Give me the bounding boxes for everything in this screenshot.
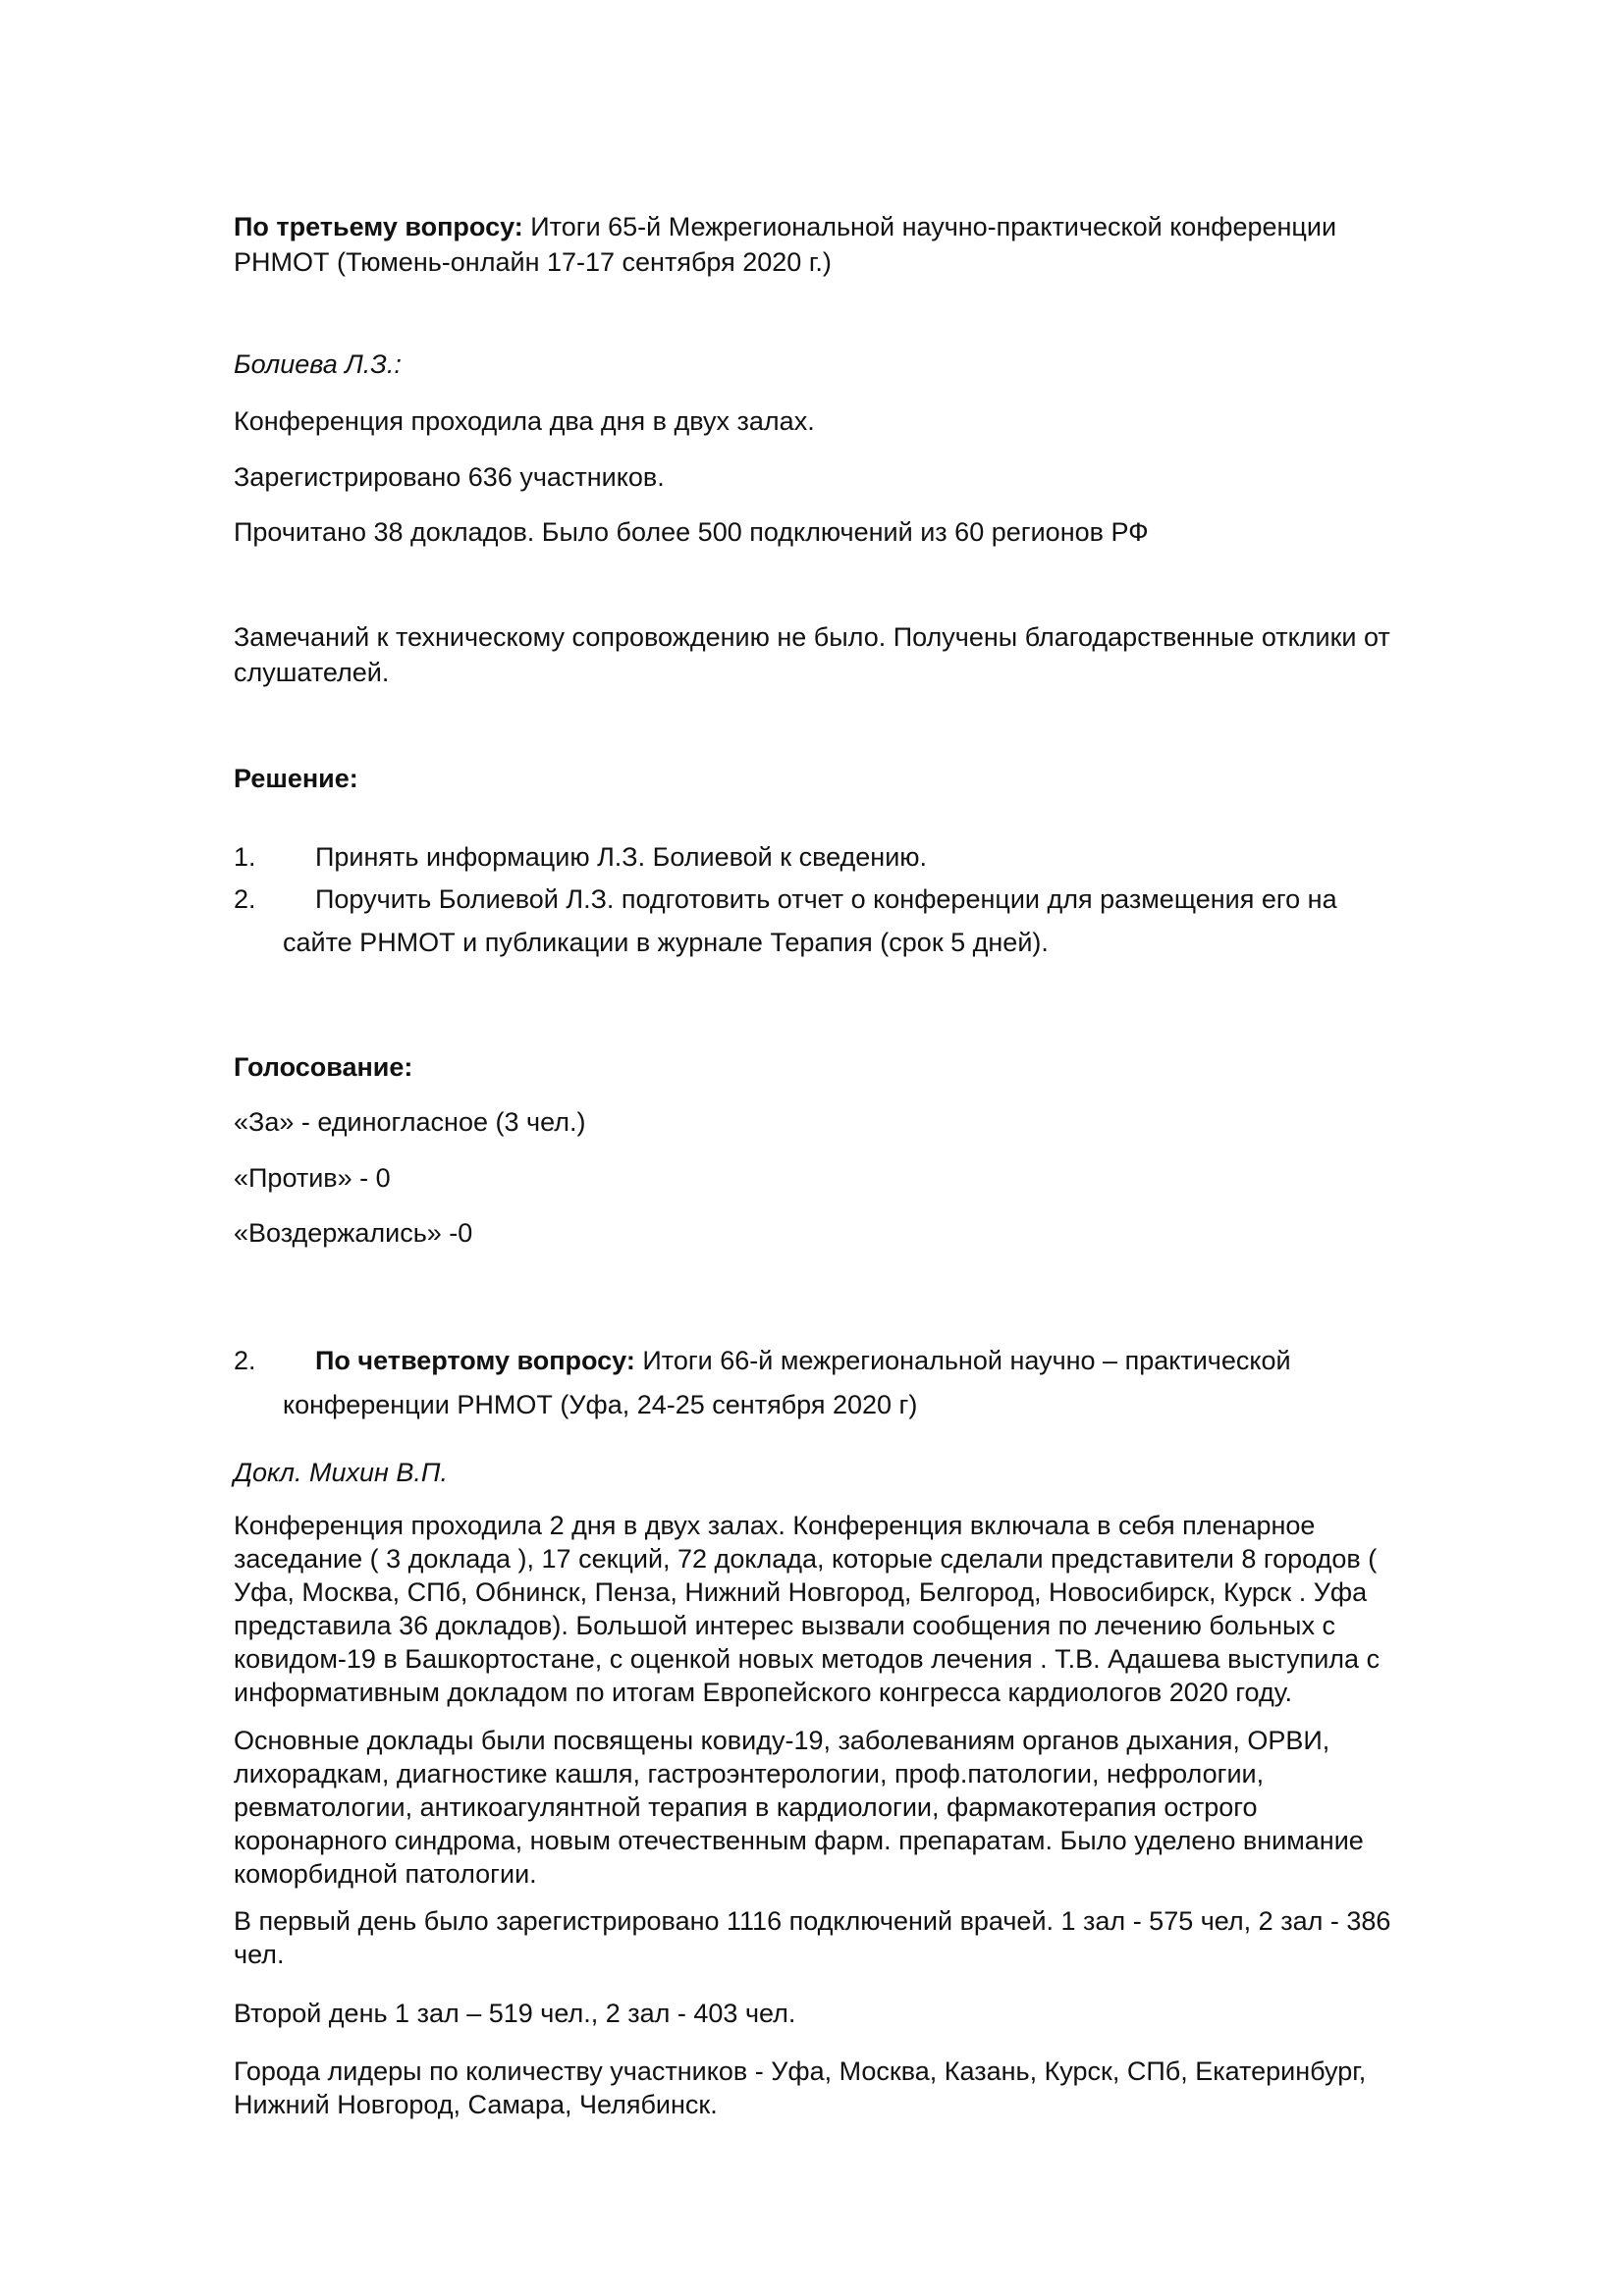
q3-remark (234, 619, 1510, 690)
q4-para1-line: ковидом-19 в Башкортостане, с оценкой новых методов лечения . Т.В. Адашева выступила с (234, 1644, 1380, 1674)
decision-item-2 (234, 881, 1510, 960)
q4-para1-line: заседание ( 3 доклада ), 17 секций, 72 доклада, которые сделали представители 8 городов ( (234, 1544, 1378, 1574)
q4-para3-line: В первый день было зарегистрировано 1116 подключений врачей. 1 зал - 575 чел, 2 зал - 386 (234, 1906, 1391, 1936)
q4-heading-text: Итоги 66-й межрегиональной научно – практической (634, 1346, 1291, 1375)
decision-text-2-cont: сайте РНМОТ и публикации в журнале Терапия (срок 5 дней). (283, 928, 1049, 957)
q4-para5-line: Нижний Новгород, Самара, Челябинск. (234, 2090, 718, 2119)
q3-heading-line2: РНМОТ (Тюмень-онлайн 17-17 сентября 2020 г.) (234, 247, 832, 277)
decision-item-1 (234, 839, 1510, 875)
q4-para2-line: коморбидной патологии. (234, 1859, 537, 1889)
decision-num-2: 2. (234, 884, 256, 914)
q3-heading-text: Итоги 65-й Межрегиональной научно-практической конференции (522, 212, 1337, 241)
q4-para5-line: Города лидеры по количеству участников - Уфа, Москва, Казань, Курск, СПб, Екатеринбург, (234, 2056, 1367, 2086)
q3-speaker: Болиева Л.З.: (234, 349, 402, 379)
vote-for: «За» - единогласное (3 чел.) (234, 1107, 586, 1137)
q3-heading (234, 209, 1510, 280)
q4-para-3 (234, 1904, 1510, 1971)
q4-para-4: Второй день 1 зал – 519 чел., 2 зал - 403 чел. (234, 1999, 796, 2028)
q4-para1-line: Конференция проходила 2 дня в двух залах. Конференция включала в себя пленарное (234, 1511, 1316, 1540)
q3-line-2: Зарегистрировано 636 участников. (234, 462, 665, 492)
q4-para1-line: представила 36 докладов). Большой интерес вызвали сообщения по лечению больных с (234, 1611, 1335, 1640)
q4-num: 2. (234, 1346, 256, 1375)
q4-heading (234, 1343, 1510, 1422)
vote-label: Голосование: (234, 1052, 413, 1082)
vote-abstain: «Воздержались» -0 (234, 1218, 473, 1248)
q4-para1-line: информативным докладом по итогам Европейского конгресса кардиологов 2020 году. (234, 1678, 1293, 1707)
q4-para-1 (234, 1509, 1510, 1709)
q4-para2-line: лихорадкам, диагностике кашля, гастроэнтерологии, проф.патологии, нефрологии, (234, 1759, 1265, 1789)
q4-para2-line: ревматологии, антикоагулянтной терапия в кардиологии, фармакотерапия острого (234, 1792, 1258, 1822)
q3-line-1: Конференция проходила два дня в двух залах. (234, 406, 815, 436)
decision-text-1: Принять информацию Л.З. Болиевой к сведению. (315, 842, 928, 872)
q3-remark-line1: Замечаний к техническому сопровождению не было. Получены благодарственные отклики от (234, 622, 1390, 652)
q4-para2-line: Основные доклады были посвящены ковиду-19, заболеваниям органов дыхания, ОРВИ, (234, 1726, 1330, 1755)
q4-para2-line: коронарного синдрома, новым отечественным фарм. препаратам. Было уделено внимание (234, 1826, 1364, 1855)
q4-para-5 (234, 2055, 1510, 2121)
decision-num-1: 1. (234, 842, 256, 872)
vote-against: «Против» - 0 (234, 1163, 391, 1193)
q4-para3-line: чел. (234, 1940, 285, 1969)
q4-heading-line2: конференции РНМОТ (Уфа, 24-25 сентября 2020 г) (283, 1390, 918, 1419)
q3-line-3: Прочитано 38 докладов. Было более 500 подключений из 60 регионов РФ (234, 517, 1149, 547)
q4-para1-line: Уфа, Москва, СПб, Обнинск, Пенза, Нижний Новгород, Белгород, Новосибирск, Курск . Уфа (234, 1577, 1368, 1607)
q4-para-2 (234, 1724, 1510, 1891)
q4-speaker: Докл. Михин В.П. (234, 1458, 448, 1487)
q3-heading-bold: По третьему вопросу: (234, 212, 523, 241)
decision-text-2: Поручить Болиевой Л.З. подготовить отчет о конференции для размещения его на (315, 884, 1337, 914)
decision-label: Решение: (234, 764, 358, 793)
q4-heading-bold: По четвертому вопросу: (315, 1346, 635, 1375)
q3-remark-line2: слушателей. (234, 658, 390, 687)
